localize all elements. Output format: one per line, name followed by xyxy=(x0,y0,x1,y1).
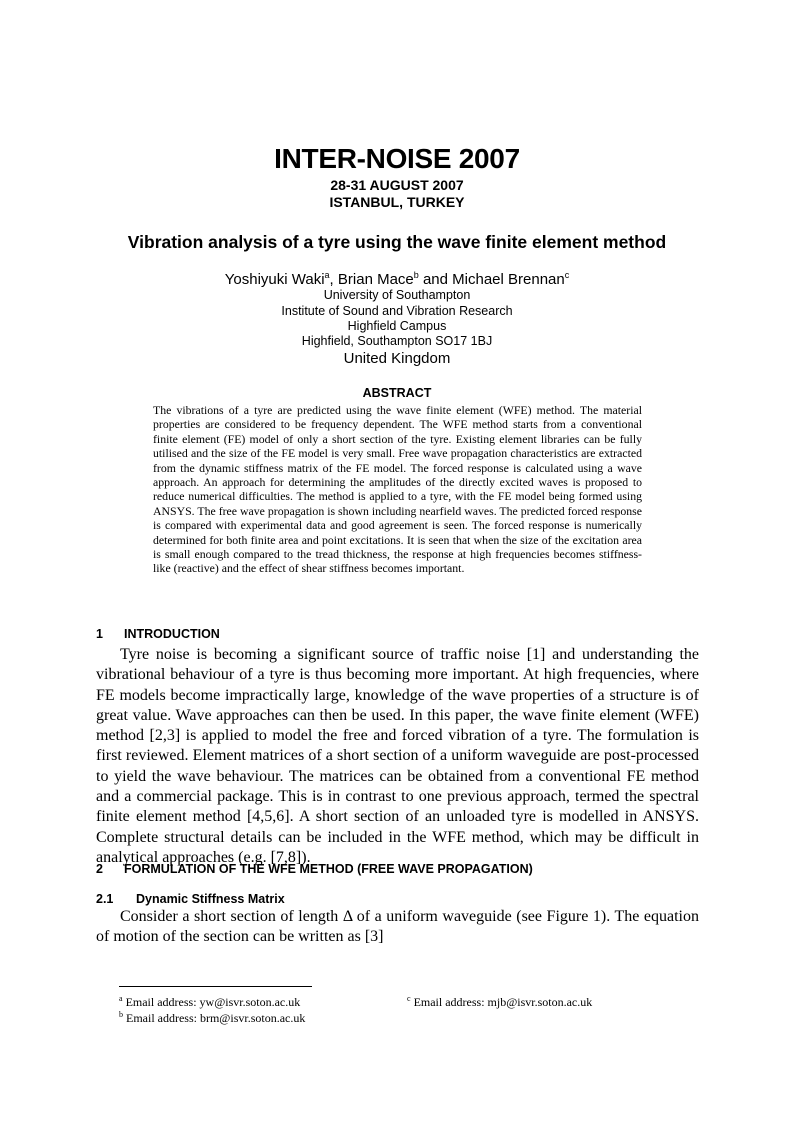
author-name: Yoshiyuki Waki xyxy=(224,271,325,288)
footnote xyxy=(407,995,592,1010)
abstract-heading: ABSTRACT xyxy=(362,386,432,400)
footnote xyxy=(119,1011,305,1026)
author-name: Michael Brennan xyxy=(452,271,565,288)
affiliation-line: University of Southampton xyxy=(323,288,471,302)
abstract-text: The vibrations of a tyre are predicted using the wave finite element (WFE) method. The material properties are considered to be frequency dependent. The WFE method starts from a conventional finite element (FE) model of only a short section of the tyre. Existing element libraries can be fully utilised and the size of the FE model is very small. Free wave propagation characteristics are extracted from the dynamic stiffness matrix of the FE model. The forced response is calculated using a wave approach. An approach for determining the amplitudes of the directly excited waves is proposed to reduce numerical difficulties. The method is applied to a tyre, with the FE model being formed using ANSYS. The free wave propagation is shown including nearfield waves. The predicted forced response is compared with experimental data and good agreement is seen. The forced response is numerically determined for both finite area and point excitations. It is seen that when the size of the excitation area is small enough compared to the tread thickness, the response at high frequencies becomes stiffness-like (reactive) and the effect of shear stiffness becomes important. xyxy=(153,403,642,576)
conference-dates: 28-31 AUGUST 2007 xyxy=(330,177,464,193)
footnote-mark: a xyxy=(119,994,123,1003)
footnote-mark: b xyxy=(119,1010,123,1019)
footnote-rule xyxy=(119,986,312,987)
author-mark: c xyxy=(564,270,570,280)
conference-name: INTER-NOISE 2007 xyxy=(274,143,520,174)
paper-title: Vibration analysis of a tyre using the wave finite element method xyxy=(127,232,667,252)
author-list xyxy=(0,271,794,289)
footnote-text: Email address: brm@isvr.soton.ac.uk xyxy=(126,1011,306,1025)
footnote xyxy=(119,995,300,1010)
affiliation-line: Highfield, Southampton SO17 1BJ xyxy=(301,334,493,348)
author-mark: a xyxy=(324,270,330,280)
affiliation-line: Highfield Campus xyxy=(347,319,447,333)
affiliation-country: United Kingdom xyxy=(343,350,451,367)
section-body: Tyre noise is becoming a significant source of traffic noise [1] and understanding the vibrational behaviour of a tyre is thus becoming more important. At high frequencies, where FE models become impractically large, knowledge of the wave properties of a structure is of great value. Wave approaches can then be used. In this paper, the wave finite element (WFE) method [2,3] is applied to model the free and forced vibration of a tyre. The formulation is first reviewed. Element matrices of a short section of a uniform waveguide are post-processed to yield the wave behaviour. The matrices can be obtained from a conventional FE method and a commercial package. This is in contrast to one previous approach, termed the spectral finite element method [4,5,6]. A short section of an unloaded tyre is modelled in ANSYS. Complete structural details can be included in the WFE method, which may be difficult in analytical approaches (e.g. [7,8]). xyxy=(96,646,699,866)
section-number: 2 xyxy=(96,862,103,876)
author-mark: b xyxy=(413,270,419,280)
section-title: INTRODUCTION xyxy=(124,627,220,641)
section-number: 2.1 xyxy=(96,892,114,906)
footnote-text: Email address: mjb@isvr.soton.ac.uk xyxy=(413,995,593,1009)
section-heading xyxy=(96,862,533,877)
section-title: Dynamic Stiffness Matrix xyxy=(136,892,285,906)
section-number: 1 xyxy=(96,627,103,641)
section-body: Consider a short section of length Δ of a uniform waveguide (see Figure 1). The equation of motion of the section can be written as [3] xyxy=(96,908,699,946)
subsection-heading xyxy=(96,892,285,907)
conference-location: ISTANBUL, TURKEY xyxy=(329,194,465,210)
section-heading xyxy=(96,627,220,642)
author-name: Brian Mace xyxy=(337,271,414,288)
footnote-text: Email address: yw@isvr.soton.ac.uk xyxy=(125,995,301,1009)
author-joiner: and xyxy=(418,271,453,288)
footnote-mark: c xyxy=(407,994,411,1003)
affiliation-line: Institute of Sound and Vibration Research xyxy=(281,304,513,318)
author-joiner: , xyxy=(329,271,338,288)
section-title: FORMULATION OF THE WFE METHOD (FREE WAVE PROPAGATION) xyxy=(124,862,533,876)
